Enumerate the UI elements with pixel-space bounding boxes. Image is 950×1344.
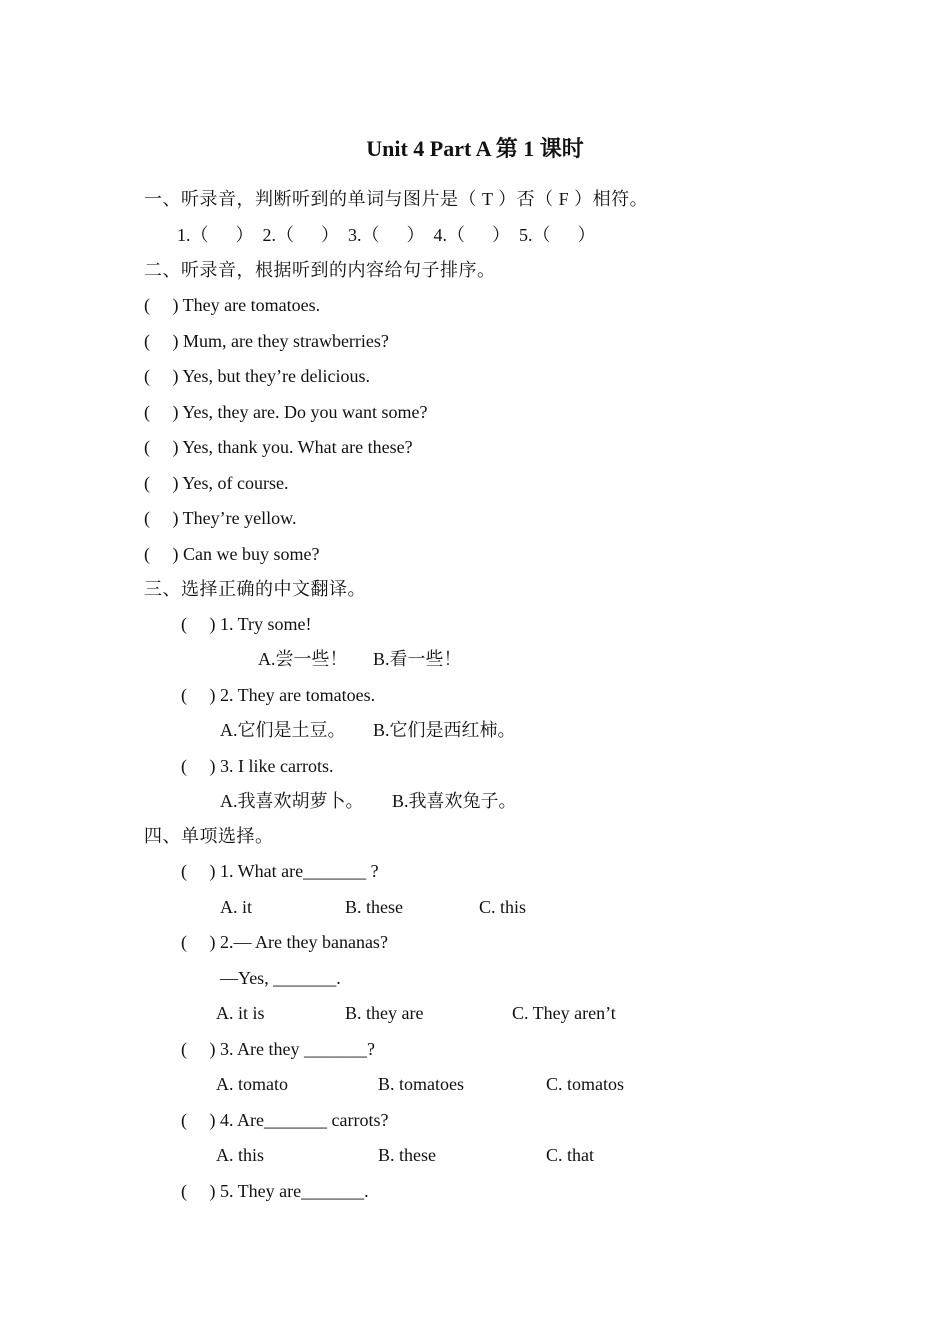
translation-question-2: ( ) 2. They are tomatoes. — [181, 685, 376, 705]
option-b: B. they are — [345, 1003, 424, 1023]
option-a: A.尝一些！ — [258, 649, 348, 669]
option-b: B. these — [378, 1145, 436, 1165]
sort-item: ( ) Yes, thank you. What are these? — [144, 437, 413, 457]
option-a: A.它们是土豆。 — [220, 720, 346, 740]
translation-question-1: ( ) 1. Try some! — [181, 614, 312, 634]
option-b: B.看一些！ — [373, 649, 462, 669]
option-b: B.我喜欢兔子。 — [392, 791, 517, 811]
option-a: A. tomato — [216, 1074, 288, 1094]
sort-item: ( ) They’re yellow. — [144, 508, 297, 528]
sort-item: ( ) They are tomatoes. — [144, 295, 321, 315]
option-c: C. tomatos — [546, 1074, 625, 1094]
option-c: C. this — [479, 897, 527, 917]
choice-question-1: ( ) 1. What are_______ ? — [181, 861, 379, 881]
choice-question-4: ( ) 4. Are_______ carrots? — [181, 1110, 389, 1130]
sort-item: ( ) Yes, they are. Do you want some? — [144, 402, 428, 422]
sort-item: ( ) Yes, but they’re delicious. — [144, 366, 370, 386]
option-b: B. these — [345, 897, 403, 917]
section1-heading: 一、听录音，判断听到的单词与图片是（ T ）否（ F ）相符。 — [144, 189, 649, 209]
section2-heading: 二、听录音，根据听到的内容给句子排序。 — [144, 260, 496, 280]
option-a: A. this — [216, 1145, 265, 1165]
option-c: C. They aren’t — [512, 1003, 616, 1023]
section4-heading: 四、单项选择。 — [144, 826, 274, 846]
option-b: B.它们是西红柿。 — [373, 720, 516, 740]
option-c: C. that — [546, 1145, 594, 1165]
dialogue-reply: —Yes, _______. — [220, 968, 341, 988]
sort-item: ( ) Mum, are they strawberries? — [144, 331, 389, 351]
section3-heading: 三、选择正确的中文翻译。 — [144, 579, 366, 599]
option-a: A.我喜欢胡萝卜。 — [220, 791, 364, 811]
choice-question-5: ( ) 5. They are_______. — [181, 1181, 369, 1201]
sort-item: ( ) Yes, of course. — [144, 473, 289, 493]
choice-question-3: ( ) 3. Are they _______? — [181, 1039, 375, 1059]
section1-answer-row: 1.（ ） 2.（ ） 3.（ ） 4.（ ） 5.（ ） — [177, 225, 596, 245]
choice-question-2: ( ) 2.— Are they bananas? — [181, 932, 388, 952]
translation-question-3: ( ) 3. I like carrots. — [181, 756, 334, 776]
sort-item: ( ) Can we buy some? — [144, 544, 320, 564]
option-a: A. it — [220, 897, 253, 917]
option-b: B. tomatoes — [378, 1074, 464, 1094]
page-title: Unit 4 Part A 第 1 课时 — [366, 136, 584, 161]
option-a: A. it is — [216, 1003, 265, 1023]
